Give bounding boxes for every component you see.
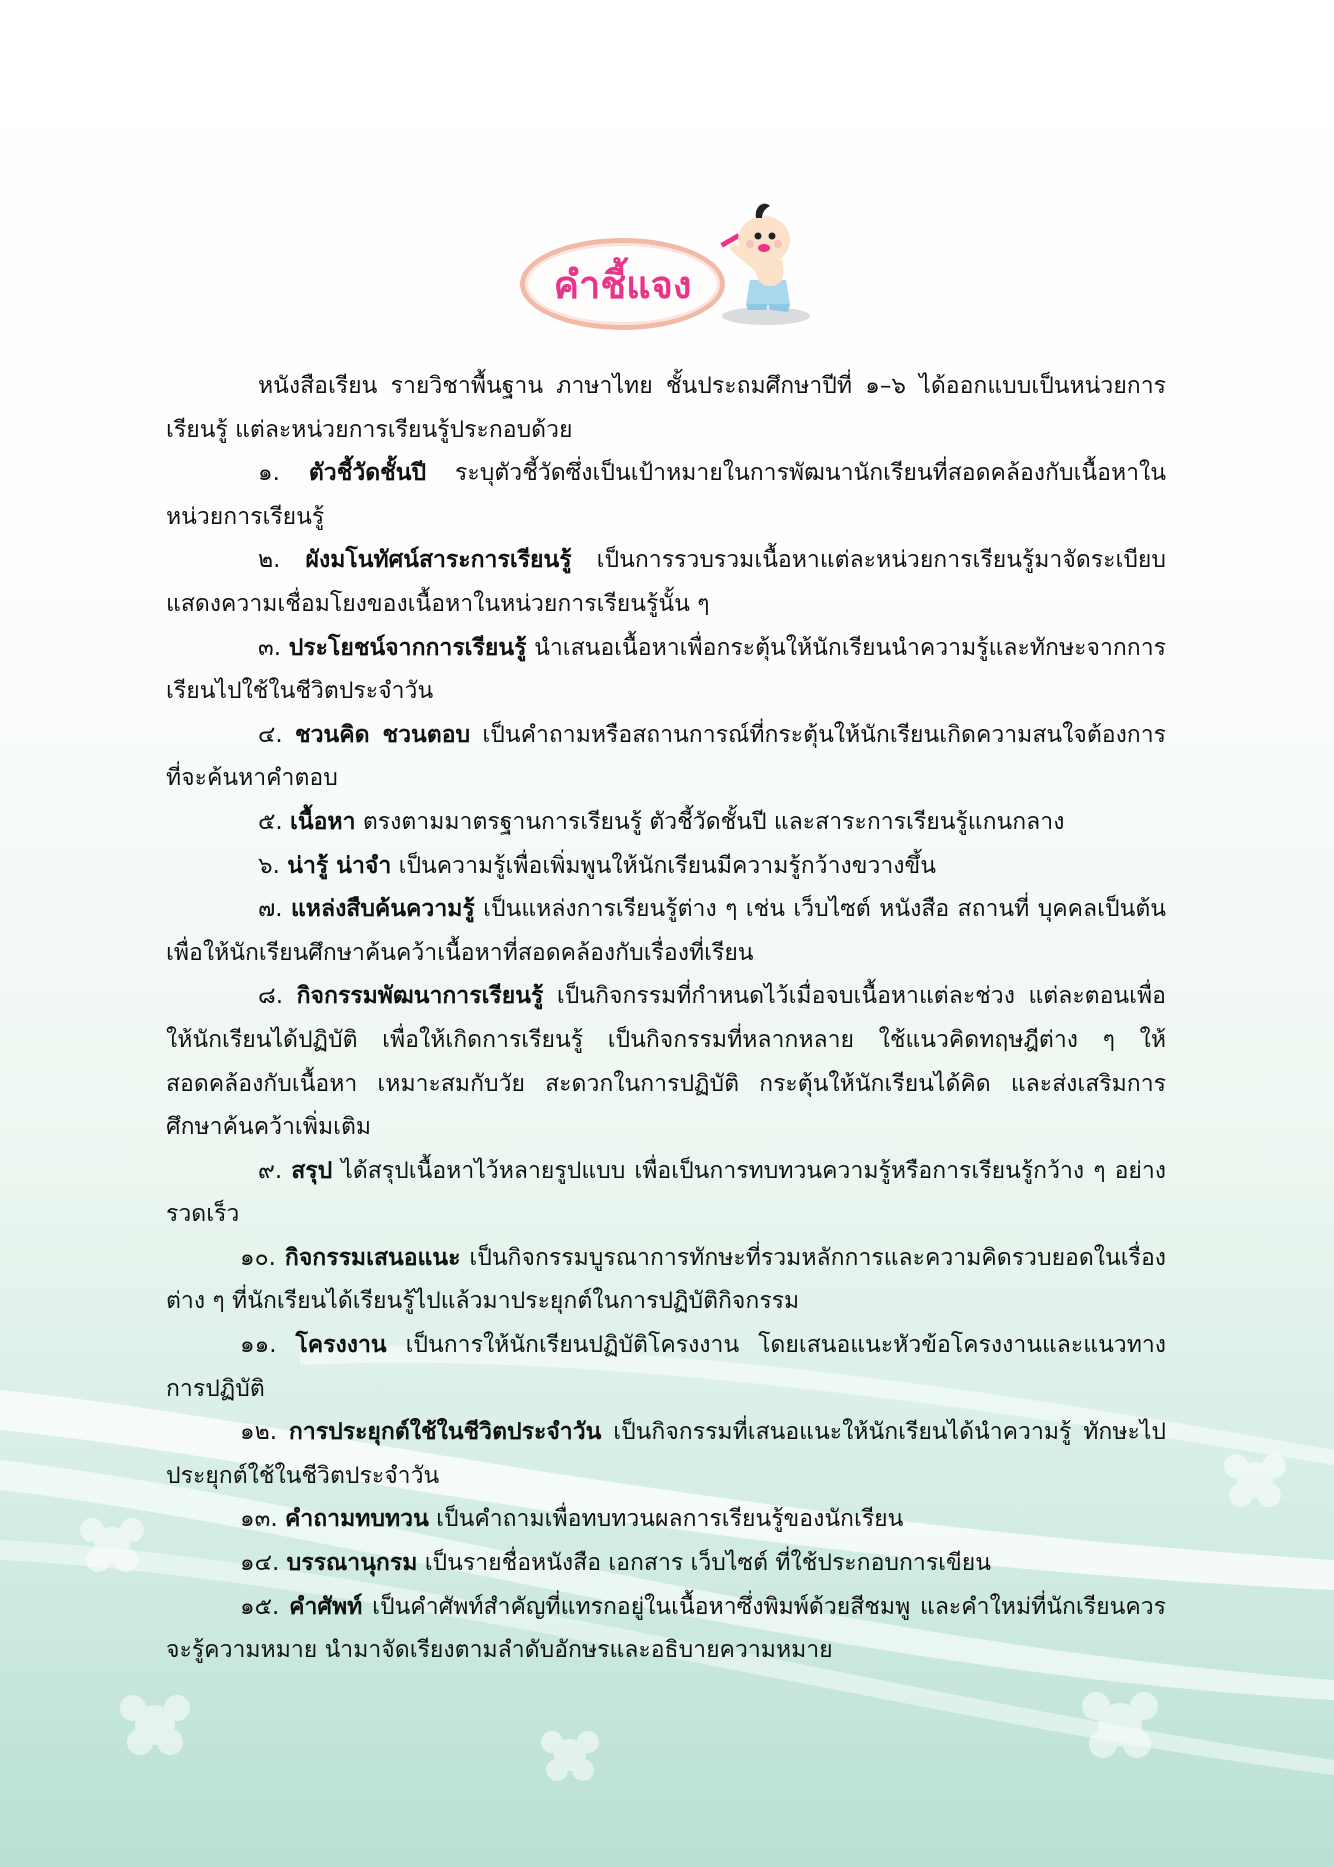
item-number: ๑๑.	[240, 1332, 277, 1359]
item-description: เป็นกิจกรรมที่กำหนดไว้เมื่อจบเนื้อหาแต่ละช่วง แต่ละตอนเพื่อให้นักเรียนได้ปฏิบัติ เพื่อให้เกิดการเรียนรู้ เป็นกิจกรรมที่หลากหลาย ใช้แนวคิดทฤษฎีต่าง ๆ ให้สอดคล้องกับเนื้อหา เหมาะสมกับวัย สะดวกในการปฏิบัติ กระตุ้นให้นักเรียนได้คิด และส่งเสริมการศึกษาค้นคว้าเพิ่มเติม	[166, 983, 1166, 1141]
item-term: คำถามทบทวน	[284, 1506, 429, 1533]
item-number: ๓.	[258, 634, 282, 661]
item-number: ๕.	[258, 808, 283, 835]
item-number: ๒.	[258, 547, 281, 574]
item-description: เป็นการรวบรวมเนื้อหาแต่ละหน่วยการเรียนรู้มาจัดระเบียบแสดงความเชื่อมโยงของเนื้อหาในหน่วยการเรียนรู้นั้น ๆ	[166, 547, 1167, 617]
item-description: นำเสนอเนื้อหาเพื่อกระตุ้นให้นักเรียนนำความรู้และทักษะจากการเรียนไปใช้ในชีวิตประจำวัน	[166, 634, 1166, 705]
list-item	[166, 1498, 1166, 1542]
item-term: สรุป	[291, 1157, 333, 1184]
item-term: กิจกรรมพัฒนาการเรียนรู้	[296, 983, 544, 1010]
list-item	[166, 845, 1166, 889]
list-item	[166, 888, 1166, 975]
item-term: ประโยชน์จากการเรียนรู้	[288, 634, 527, 661]
item-number: ๑๒.	[240, 1419, 278, 1446]
item-term: คำศัพท์	[289, 1593, 363, 1620]
intro-paragraph: หนังสือเรียน รายวิชาพื้นฐาน ภาษาไทย ชั้นประถมศึกษาปีที่ ๑–๖ ได้ออกแบบเป็นหน่วยการเรียนรู้ แต่ละหน่วยการเรียนรู้ประกอบด้วย	[166, 373, 1166, 443]
item-description: เป็นคำถามเพื่อทบทวนผลการเรียนรู้ของนักเรียน	[436, 1506, 904, 1533]
item-description: ระบุตัวชี้วัดซึ่งเป็นเป้าหมายในการพัฒนานักเรียนที่สอดคล้องกับเนื้อหาในหน่วยการเรียนรู้	[166, 460, 1166, 530]
item-number: ๑๕.	[240, 1593, 280, 1620]
mascot-boy-icon	[700, 188, 820, 328]
item-number: ๑๔.	[240, 1550, 280, 1577]
list-item	[166, 627, 1166, 714]
item-number: ๔.	[258, 721, 283, 748]
list-item	[166, 1586, 1166, 1673]
list-item	[166, 1542, 1166, 1586]
item-number: ๑.	[258, 460, 280, 487]
item-description: ตรงตามมาตรฐานการเรียนรู้ ตัวชี้วัดชั้นปี และสาระการเรียนรู้แกนกลาง	[362, 808, 1065, 835]
item-term: ผังมโนทัศน์สาระการเรียนรู้	[305, 547, 572, 574]
item-description: เป็นแหล่งการเรียนรู้ต่าง ๆ เช่น เว็บไซต์ หนังสือ สถานที่ บุคคลเป็นต้น เพื่อให้นักเรียนศึกษาค้นคว้าเนื้อหาที่สอดคล้องกับเรื่องที่เรียน	[166, 896, 1166, 966]
item-description: เป็นรายชื่อหนังสือ เอกสาร เว็บไซต์ ที่ใช้ประกอบการเขียน	[424, 1550, 991, 1577]
item-number: ๑๐.	[240, 1244, 276, 1271]
list-item	[166, 801, 1166, 845]
item-number: ๑๓.	[240, 1506, 278, 1533]
item-term: เนื้อหา	[290, 808, 356, 835]
list-item	[166, 1237, 1166, 1324]
item-number: ๙.	[258, 1157, 283, 1184]
list-item	[166, 1150, 1166, 1237]
item-description: เป็นการให้นักเรียนปฏิบัติโครงงาน โดยเสนอแนะหัวข้อโครงงานและแนวทางการปฏิบัติ	[166, 1332, 1167, 1402]
list-item	[166, 1324, 1166, 1411]
item-term: น่ารู้ น่าจำ	[287, 852, 392, 879]
item-description: เป็นกิจกรรมที่เสนอแนะให้นักเรียนได้นำความรู้ ทักษะไปประยุกต์ใช้ในชีวิตประจำวัน	[166, 1419, 1167, 1489]
item-term: โครงงาน	[295, 1332, 387, 1359]
document-body	[166, 365, 1166, 1673]
item-description: ได้สรุปเนื้อหาไว้หลายรูปแบบ เพื่อเป็นการทบทวนความรู้หรือการเรียนรู้กว้าง ๆ อย่างรวดเร็ว	[166, 1157, 1167, 1228]
item-term: การประยุกต์ใช้ในชีวิตประจำวัน	[288, 1419, 602, 1446]
page-title: คำชี้แจง	[553, 262, 692, 307]
title-badge	[520, 238, 725, 330]
item-term: กิจกรรมเสนอแนะ	[284, 1244, 461, 1271]
item-description: เป็นกิจกรรมบูรณาการทักษะที่รวมหลักการและความคิดรวบยอดในเรื่องต่าง ๆ ที่นักเรียนได้เรียนรู้ไปแล้วมาประยุกต์ในการปฏิบัติกิจกรรม	[166, 1244, 1167, 1315]
list-item	[166, 452, 1166, 539]
list-item	[166, 714, 1166, 801]
list-item	[166, 975, 1166, 1149]
item-description: เป็นความรู้เพื่อเพิ่มพูนให้นักเรียนมีความรู้กว้างขวางขึ้น	[398, 852, 936, 879]
item-number: ๘.	[258, 983, 284, 1010]
item-description: เป็นคำถามหรือสถานการณ์ที่กระตุ้นให้นักเรียนเกิดความสนใจต้องการที่จะค้นหาคำตอบ	[166, 721, 1166, 792]
item-term: แหล่งสืบค้นความรู้	[290, 896, 475, 923]
item-term: ชวนคิด ชวนตอบ	[294, 721, 471, 748]
list-item	[166, 539, 1166, 626]
item-number: ๖.	[258, 852, 280, 879]
item-term: ตัวชี้วัดชั้นปี	[308, 460, 427, 487]
item-number: ๗.	[258, 896, 283, 923]
item-term: บรรณานุกรม	[286, 1550, 418, 1577]
list-item	[166, 1411, 1166, 1498]
item-description: เป็นคำศัพท์สำคัญที่แทรกอยู่ในเนื้อหาซึ่งพิมพ์ด้วยสีชมพู และคำใหม่ที่นักเรียนควรจะรู้ความหมาย นำมาจัดเรียงตามลำดับอักษรและอธิบายความหมาย	[166, 1593, 1167, 1664]
